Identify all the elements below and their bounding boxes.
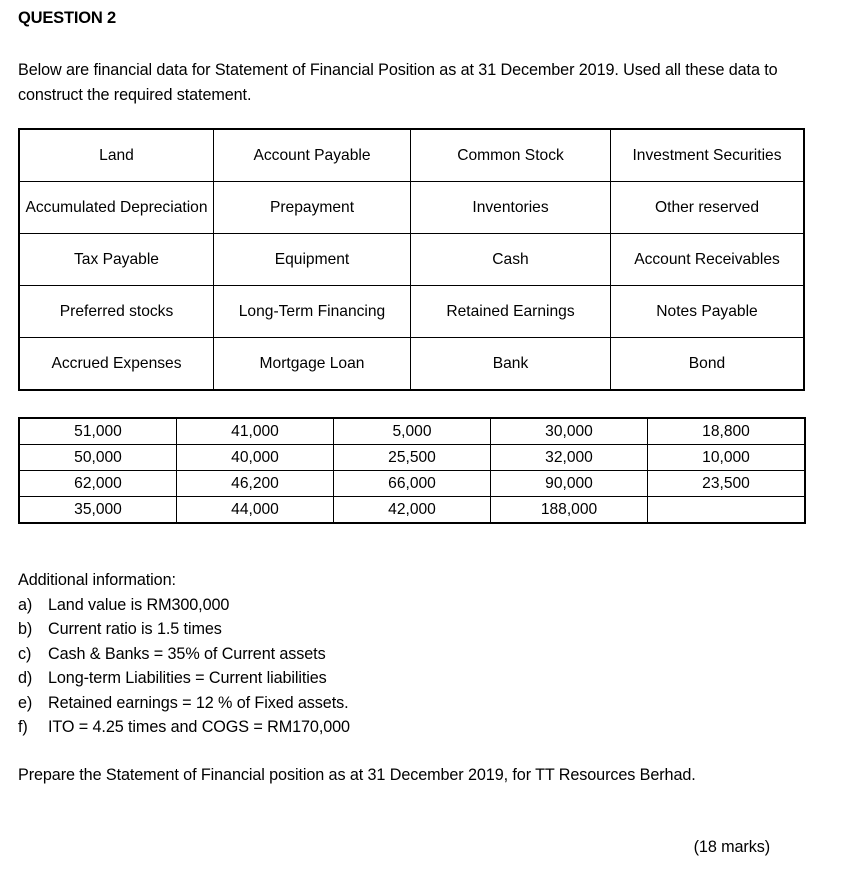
table-cell: 41,000: [177, 418, 334, 445]
table-row: [19, 182, 804, 234]
table-cell: Preferred stocks: [19, 286, 214, 338]
table-cell: 46,200: [177, 471, 334, 497]
closing-instruction: Prepare the Statement of Financial position as at 31 December 2019, for TT Resources Berhad.: [18, 766, 696, 784]
list-item: [18, 691, 618, 716]
table-cell: 5,000: [334, 418, 491, 445]
marks-allocation: (18 marks): [693, 838, 770, 856]
table-cell: Inventories: [411, 182, 611, 234]
list-item-label: Land value is RM300,000: [48, 595, 230, 614]
list-item-label: Cash & Banks = 35% of Current assets: [48, 644, 326, 663]
table-row: [19, 471, 805, 497]
table-cell: 44,000: [177, 497, 334, 524]
additional-information-list: [18, 593, 618, 740]
table-cell: Other reserved: [611, 182, 805, 234]
table-cell: Accumulated Depreciation: [19, 182, 214, 234]
table-cell: 23,500: [648, 471, 806, 497]
list-item-marker: d): [18, 669, 33, 687]
additional-information-section: [18, 568, 618, 740]
list-item-marker: a): [18, 595, 33, 614]
table-cell: 42,000: [334, 497, 491, 524]
list-item-label: ITO = 4.25 times and COGS = RM170,000: [48, 718, 350, 736]
additional-information-title: Additional information:: [18, 571, 176, 589]
table-cell: 32,000: [491, 445, 648, 471]
financial-items-table-body: [19, 129, 804, 390]
table-row: [19, 234, 804, 286]
table-row: [19, 418, 805, 445]
table-row: [19, 497, 805, 524]
table-cell: 18,800: [648, 418, 806, 445]
table-cell: Bond: [611, 338, 805, 391]
table-cell: Account Receivables: [611, 234, 805, 286]
table-cell: 188,000: [491, 497, 648, 524]
table-cell: 30,000: [491, 418, 648, 445]
table-cell: Prepayment: [214, 182, 411, 234]
table-cell: [648, 497, 806, 524]
page-title: QUESTION 2: [18, 9, 116, 27]
financial-values-table-body: [19, 418, 805, 523]
list-item-label: Current ratio is 1.5 times: [48, 620, 222, 638]
table-cell: 50,000: [19, 445, 177, 471]
table-cell: 25,500: [334, 445, 491, 471]
list-item-label: Retained earnings = 12 % of Fixed assets.: [48, 693, 349, 712]
table-cell: 66,000: [334, 471, 491, 497]
list-item: [18, 593, 618, 618]
table-cell: Mortgage Loan: [214, 338, 411, 391]
list-item-marker: b): [18, 620, 33, 638]
table-row: [19, 445, 805, 471]
list-item-marker: c): [18, 644, 32, 663]
table-cell: Equipment: [214, 234, 411, 286]
table-cell: 10,000: [648, 445, 806, 471]
table-cell: 40,000: [177, 445, 334, 471]
table-cell: Common Stock: [411, 129, 611, 182]
table-cell: Bank: [411, 338, 611, 391]
table-cell: Retained Earnings: [411, 286, 611, 338]
financial-items-table: [18, 128, 805, 391]
table-cell: 90,000: [491, 471, 648, 497]
table-cell: Investment Securities: [611, 129, 805, 182]
table-row: [19, 338, 804, 391]
table-cell: Cash: [411, 234, 611, 286]
list-item: [18, 617, 618, 642]
table-cell: Notes Payable: [611, 286, 805, 338]
table-cell: Account Payable: [214, 129, 411, 182]
table-row: [19, 129, 804, 182]
table-cell: 35,000: [19, 497, 177, 524]
list-item: [18, 715, 618, 740]
list-item-label: Long-term Liabilities = Current liabilities: [48, 669, 327, 687]
list-item-marker: f): [18, 718, 28, 736]
table-cell: 62,000: [19, 471, 177, 497]
table-cell: Tax Payable: [19, 234, 214, 286]
table-cell: Long-Term Financing: [214, 286, 411, 338]
table-cell: 51,000: [19, 418, 177, 445]
table-cell: Accrued Expenses: [19, 338, 214, 391]
financial-values-table: [18, 417, 806, 524]
intro-paragraph: Below are financial data for Statement of Financial Position as at 31 December 2019. Used all these data to construct the required statement.: [18, 61, 778, 104]
table-row: [19, 286, 804, 338]
list-item-marker: e): [18, 693, 33, 712]
table-cell: Land: [19, 129, 214, 182]
list-item: [18, 642, 618, 667]
list-item: [18, 666, 618, 691]
